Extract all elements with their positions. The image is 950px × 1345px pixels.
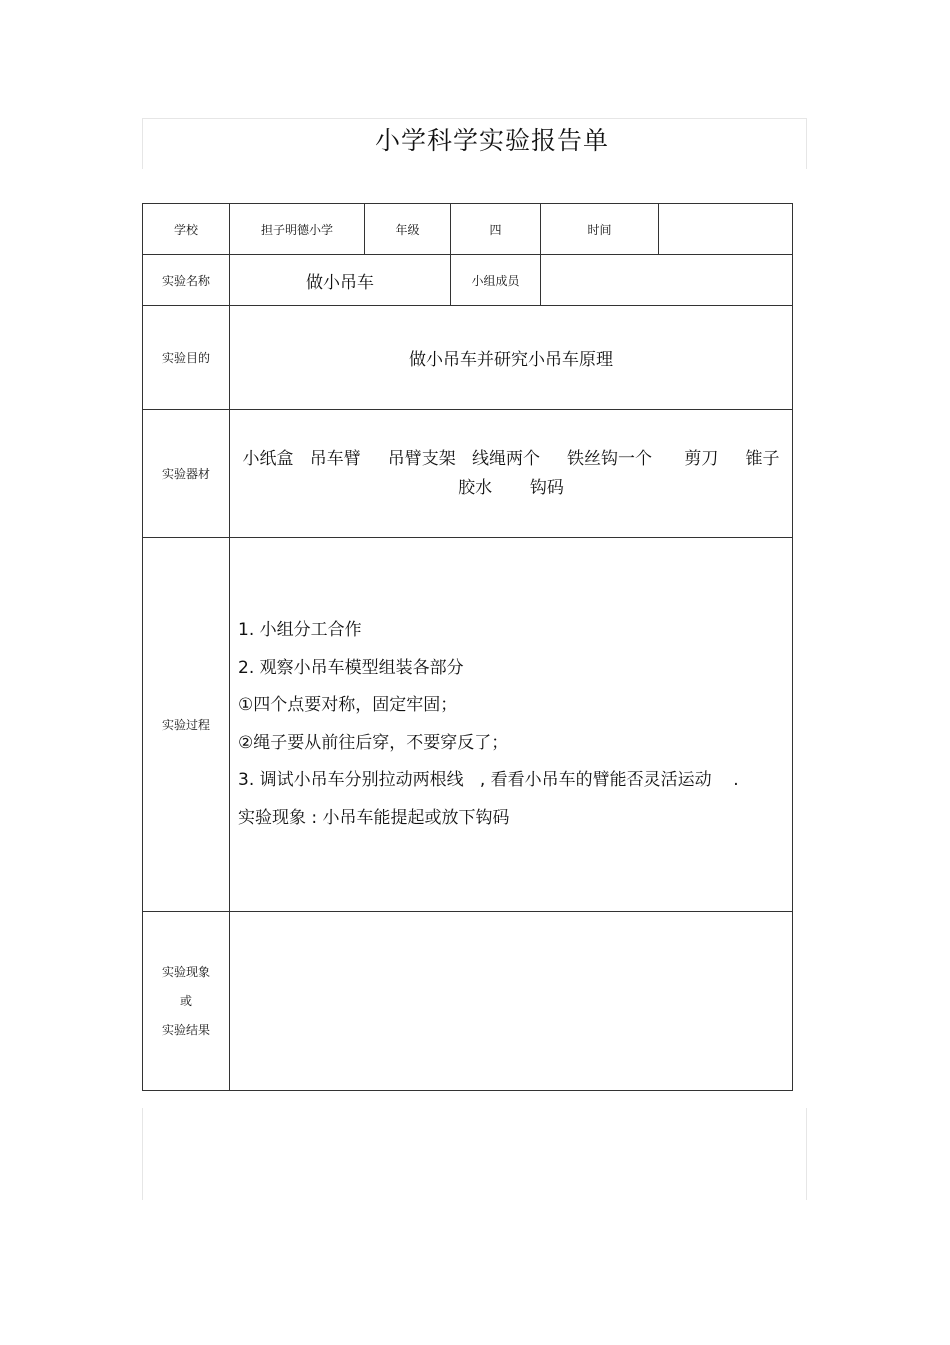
table-row-purpose [143,306,793,410]
process-line: 3. 调试小吊车分别拉动两根线 , 看看小吊车的臂能否灵活运动 . [238,770,739,790]
grade-label: 年级 [365,204,451,255]
process-line: 1. 小组分工合作 [238,620,362,640]
purpose-value: 做小吊车并研究小吊车原理 [230,306,793,410]
result-label-line-1: 实验现象 [161,964,210,979]
grade-value: 四 [451,204,541,255]
process-line: 实验现象 : 小吊车能提起或放下钩码 [238,807,510,828]
result-label-line-2: 或 [179,993,192,1008]
group-members-value [541,255,793,306]
table-row-name [143,255,793,306]
process-line: ②绳子要从前往后穿，不要穿反了； [238,732,509,753]
process-label: 实验过程 [143,538,230,912]
school-label: 学校 [143,204,230,255]
process-value [230,538,793,912]
report-table [142,203,793,1091]
process-line: ①四个点要对称，固定牢固； [238,695,458,715]
table-row-materials [143,410,793,538]
school-value: 担子明德小学 [230,204,365,255]
purpose-label: 实验目的 [143,306,230,410]
page-frame-bottom [142,1108,807,1200]
table-row-school [143,204,793,255]
materials-value [230,410,793,538]
group-members-label: 小组成员 [451,255,541,306]
time-label: 时间 [541,204,659,255]
result-value [230,912,793,1091]
result-label-line-3: 实验结果 [161,1022,210,1037]
page-title: 小学科学实验报告单 [374,126,609,155]
time-value [659,204,793,255]
table-row-process [143,538,793,912]
process-line: 2. 观察小吊车模型组装各部分 [238,657,464,678]
experiment-name-value: 做小吊车 [230,255,451,306]
materials-line-1: 小纸盒 吊车臂 吊臂支架 线绳两个 铁丝钩一个 剪刀 锥子 [242,448,780,469]
table-row-result [143,912,793,1091]
materials-label: 实验器材 [143,410,230,538]
experiment-name-label: 实验名称 [143,255,230,306]
materials-line-2: 胶水 钩码 [458,477,564,498]
result-label [143,912,230,1091]
